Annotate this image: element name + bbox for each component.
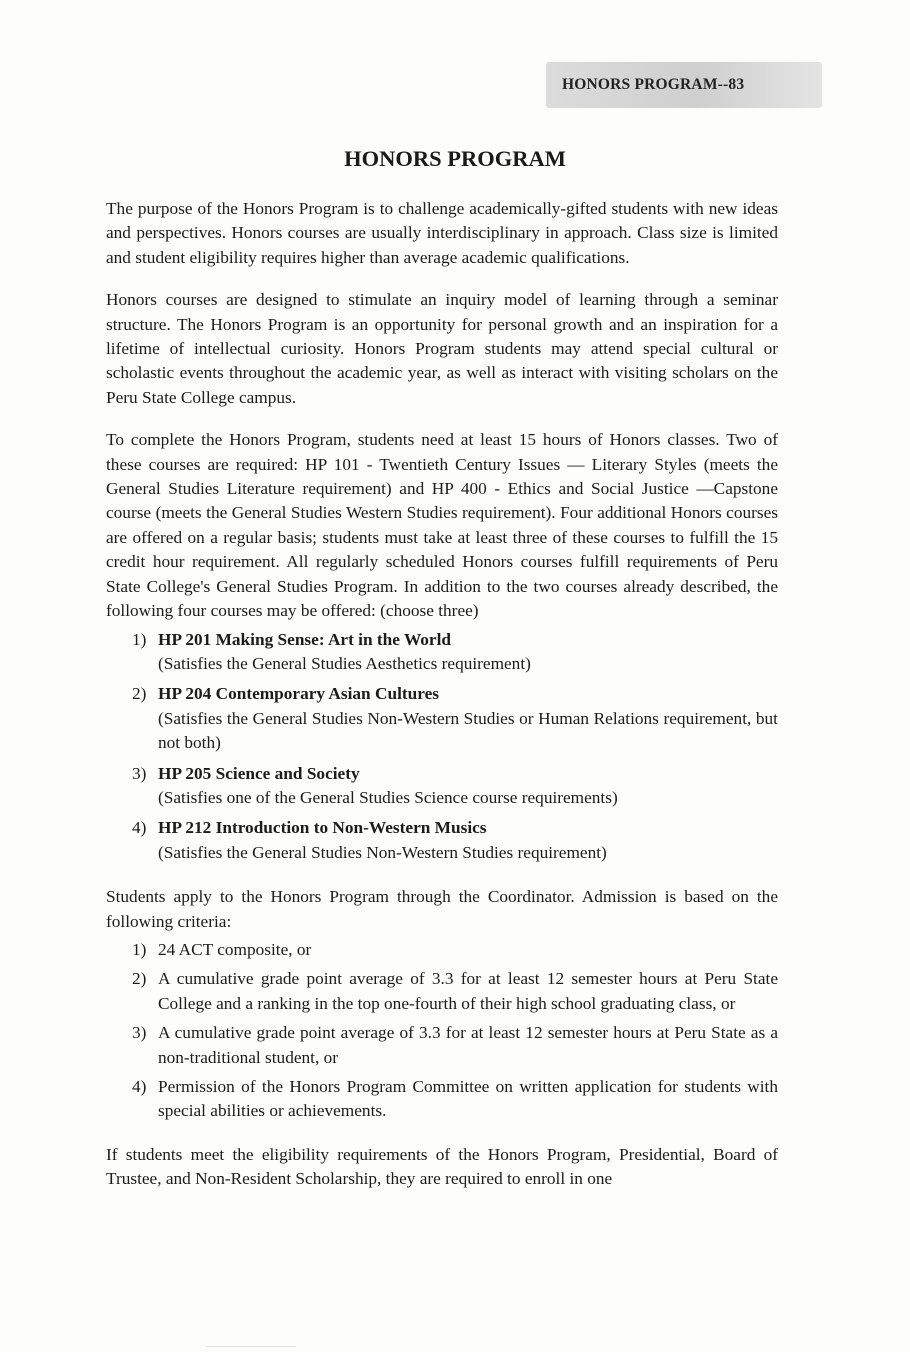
footer-rule bbox=[206, 1346, 296, 1347]
criterion-text: 24 ACT composite, or bbox=[158, 939, 312, 959]
criterion-number: 4) bbox=[132, 1077, 147, 1096]
course-title: HP 201 Making Sense: Art in the World bbox=[158, 629, 452, 649]
course-number: 3) bbox=[132, 763, 147, 783]
paragraph-admission: Students apply to the Honors Program through the Coordinator. Admission is based on the following criteria: bbox=[106, 887, 778, 931]
list-item bbox=[106, 762, 778, 811]
list-item bbox=[106, 1021, 778, 1070]
list-item bbox=[106, 628, 778, 677]
course-title: HP 204 Contemporary Asian Cultures bbox=[158, 684, 439, 704]
running-head-text: HONORS PROGRAM--83 bbox=[562, 76, 745, 93]
course-list bbox=[106, 628, 778, 866]
criterion-number: 1) bbox=[132, 939, 147, 959]
list-item bbox=[106, 1075, 778, 1124]
list-item bbox=[106, 816, 778, 865]
course-note: (Satisfies one of the General Studies Science course requirements) bbox=[158, 787, 618, 807]
paragraph-seminar: Honors courses are designed to stimulate an inquiry model of learning through a seminar structure. The Honors Program is an opportunity for personal growth and an inspiration for a lifetime of intellectual curiosity. Honors Program students may attend special cultural or scholastic events throughout the academic year, as well as interact with visiting scholars on the Peru State College campus. bbox=[106, 290, 778, 407]
list-item bbox=[106, 967, 778, 1016]
list-item bbox=[106, 938, 778, 962]
course-title: HP 205 Science and Society bbox=[158, 763, 360, 783]
page-body bbox=[106, 197, 778, 1210]
paragraph-purpose: The purpose of the Honors Program is to challenge academically-gifted students with new ideas and perspectives. Honors courses are usually interdisciplinary in approach. Class size is limited and student eligibility requires higher than average academic qualifications. bbox=[106, 199, 778, 267]
criteria-list bbox=[106, 938, 778, 1124]
course-title: HP 212 Introduction to Non-Western Musics bbox=[158, 818, 487, 838]
criterion-number: 2) bbox=[132, 969, 147, 989]
course-note: (Satisfies the General Studies Aesthetics requirement) bbox=[158, 653, 531, 673]
criterion-text: A cumulative grade point average of 3.3 for at least 12 semester hours at Peru State College and a ranking in the top one-fourth of their high school graduating class, or bbox=[158, 969, 778, 1013]
course-number: 1) bbox=[132, 629, 147, 649]
list-item bbox=[106, 682, 778, 755]
course-note: (Satisfies the General Studies Non-Western Studies requirement) bbox=[158, 842, 607, 862]
running-head bbox=[546, 62, 822, 108]
course-note: (Satisfies the General Studies Non-Western Studies or Human Relations requirement, but not both) bbox=[158, 708, 778, 753]
criterion-text: A cumulative grade point average of 3.3 for at least 12 semester hours at Peru State as a non-traditional student, or bbox=[158, 1023, 778, 1067]
paragraph-scholarship: If students meet the eligibility requirements of the Honors Program, Presidential, Board of Trustee, and Non-Resident Scholarship, they are required to enroll in one bbox=[106, 1144, 778, 1189]
criterion-text: Permission of the Honors Program Committee on written application for students with special abilities or achievements. bbox=[158, 1077, 778, 1121]
course-number: 2) bbox=[132, 684, 147, 704]
criterion-number: 3) bbox=[132, 1023, 147, 1043]
course-number: 4) bbox=[132, 818, 147, 838]
page-title: HONORS PROGRAM bbox=[344, 146, 566, 171]
paragraph-requirements: To complete the Honors Program, students need at least 15 hours of Honors classes. Two of these courses are required: HP 101 - Twentieth Century Issues — Literary Styles (meets the General Studies Literature requirement) and HP 400 - Ethics and Social Justice —Capstone course (meets the General Studies Western Studies requirement). Four additional Honors courses are offered on a regular basis; students must take at least three of these courses to fulfill the 15 credit hour requirement. All regularly scheduled Honors courses fulfill requirements of Peru State College's General Studies Program. In addition to the two courses already described, the following four courses may be offered: (choose three) bbox=[106, 430, 778, 621]
